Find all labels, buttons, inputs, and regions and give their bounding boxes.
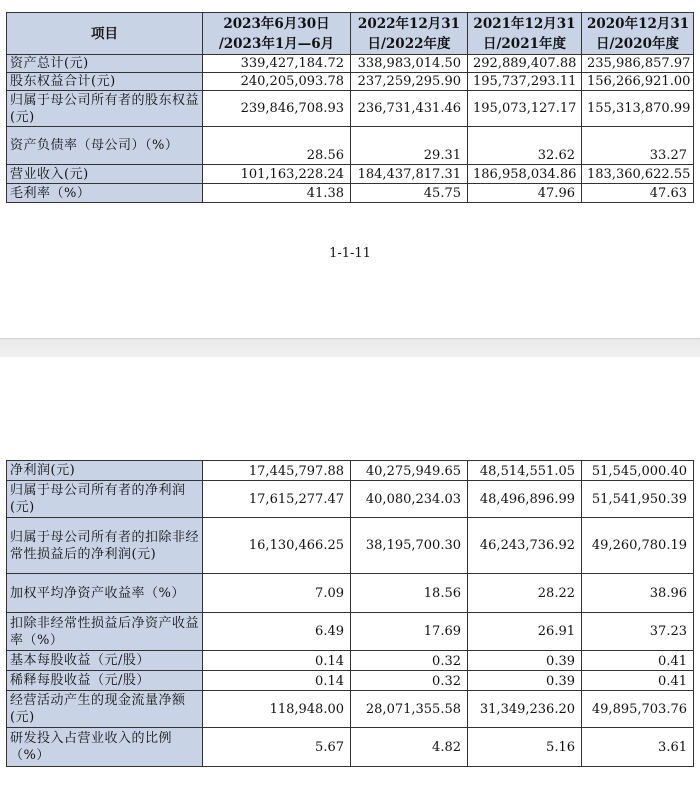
cell-value: 31,349,236.20: [468, 691, 582, 728]
row-label: 股东权益合计(元): [7, 73, 203, 91]
row-label: 资产负债率（母公司）（%）: [7, 127, 203, 165]
row-label: 毛利率（%）: [7, 184, 203, 203]
cell-value: 17,615,277.47: [203, 481, 351, 518]
cell-value: 292,889,407.88: [468, 55, 582, 73]
cell-value: 3.61: [582, 728, 694, 767]
cell-value: 28.56: [203, 127, 351, 165]
cell-value: 338,983,014.50: [351, 55, 468, 73]
cell-value: 40,080,234.03: [351, 481, 468, 518]
row-label: 资产总计(元): [7, 55, 203, 73]
cell-value: 51,541,950.39: [582, 481, 694, 518]
cell-value: 240,205,093.78: [203, 73, 351, 91]
row-label: 扣除非经常性损益后净资产收益率（%）: [7, 613, 203, 651]
cell-value: 155,313,870.99: [582, 91, 694, 127]
cell-value: 48,514,551.05: [468, 461, 582, 481]
cell-value: 5.67: [203, 728, 351, 767]
cell-value: 47.63: [582, 184, 694, 203]
table-row: [7, 481, 694, 518]
cell-value: 45.75: [351, 184, 468, 203]
cell-value: 48,496,896.99: [468, 481, 582, 518]
financial-table-bottom: [6, 460, 694, 767]
row-label: 净利润(元): [7, 461, 203, 481]
cell-value: 236,731,431.46: [351, 91, 468, 127]
cell-value: 49,260,780.19: [582, 518, 694, 574]
row-label: 加权平均净资产收益率（%）: [7, 574, 203, 613]
table-row: [7, 518, 694, 574]
cell-value: 46,243,736.92: [468, 518, 582, 574]
cell-value: 17,445,797.88: [203, 461, 351, 481]
page-number: 1-1-11: [329, 246, 371, 261]
cell-value: 186,958,034.86: [468, 165, 582, 184]
table-row: [7, 671, 694, 691]
table-row: [7, 73, 694, 91]
cell-value: 235,986,857.97: [582, 55, 694, 73]
cell-value: 17.69: [351, 613, 468, 651]
cell-value: 38,195,700.30: [351, 518, 468, 574]
document-page-bottom: [0, 357, 700, 790]
header-2022: 2022年12月31 日/2022年度: [351, 13, 468, 55]
cell-value: 16,130,466.25: [203, 518, 351, 574]
financial-table-top: [6, 12, 694, 203]
cell-value: 28.22: [468, 574, 582, 613]
table-row: [7, 651, 694, 671]
cell-value: 156,266,921.00: [582, 73, 694, 91]
row-label: 营业收入(元): [7, 165, 203, 184]
cell-value: 37.23: [582, 613, 694, 651]
row-label: 归属于母公司所有者的扣除非经常性损益后的净利润(元): [7, 518, 203, 574]
cell-value: 0.14: [203, 651, 351, 671]
row-label: 归属于母公司所有者的股东权益(元): [7, 91, 203, 127]
table-row: [7, 127, 694, 165]
cell-value: 33.27: [582, 127, 694, 165]
table-row: [7, 691, 694, 728]
cell-value: 4.82: [351, 728, 468, 767]
cell-value: 0.14: [203, 671, 351, 691]
header-2021: 2021年12月31 日/2021年度: [468, 13, 582, 55]
cell-value: 0.32: [351, 651, 468, 671]
page-separator: [0, 338, 700, 358]
cell-value: 184,437,817.31: [351, 165, 468, 184]
cell-value: 118,948.00: [203, 691, 351, 728]
cell-value: 237,259,295.90: [351, 73, 468, 91]
row-label: 经营活动产生的现金流量净额(元): [7, 691, 203, 728]
cell-value: 0.41: [582, 651, 694, 671]
table-row: [7, 55, 694, 73]
cell-value: 101,163,228.24: [203, 165, 351, 184]
table-row: [7, 613, 694, 651]
cell-value: 26.91: [468, 613, 582, 651]
cell-value: 0.32: [351, 671, 468, 691]
cell-value: 32.62: [468, 127, 582, 165]
header-2020: 2020年12月31 日/2020年度: [582, 13, 694, 55]
table-row: [7, 165, 694, 184]
cell-value: 18.56: [351, 574, 468, 613]
header-2023h1: 2023年6月30日 /2023年1月—6月: [203, 13, 351, 55]
cell-value: 41.38: [203, 184, 351, 203]
row-label: 归属于母公司所有者的净利润(元): [7, 481, 203, 518]
table-row: [7, 574, 694, 613]
cell-value: 6.49: [203, 613, 351, 651]
table-row: [7, 461, 694, 481]
cell-value: 183,360,622.55: [582, 165, 694, 184]
row-label: 研发投入占营业收入的比例（%）: [7, 728, 203, 767]
cell-value: 195,073,127.17: [468, 91, 582, 127]
cell-value: 40,275,949.65: [351, 461, 468, 481]
table-row: [7, 728, 694, 767]
cell-value: 0.41: [582, 671, 694, 691]
cell-value: 195,737,293.11: [468, 73, 582, 91]
row-label: 稀释每股收益（元/股）: [7, 671, 203, 691]
document-page-top: [0, 0, 700, 338]
header-item: 项目: [7, 13, 203, 55]
cell-value: 38.96: [582, 574, 694, 613]
table-row: [7, 184, 694, 203]
cell-value: 28,071,355.58: [351, 691, 468, 728]
cell-value: 0.39: [468, 671, 582, 691]
cell-value: 29.31: [351, 127, 468, 165]
table-row: [7, 91, 694, 127]
cell-value: 0.39: [468, 651, 582, 671]
cell-value: 339,427,184.72: [203, 55, 351, 73]
cell-value: 239,846,708.93: [203, 91, 351, 127]
cell-value: 49,895,703.76: [582, 691, 694, 728]
cell-value: 7.09: [203, 574, 351, 613]
cell-value: 47.96: [468, 184, 582, 203]
cell-value: 5.16: [468, 728, 582, 767]
row-label: 基本每股收益（元/股）: [7, 651, 203, 671]
cell-value: 51,545,000.40: [582, 461, 694, 481]
